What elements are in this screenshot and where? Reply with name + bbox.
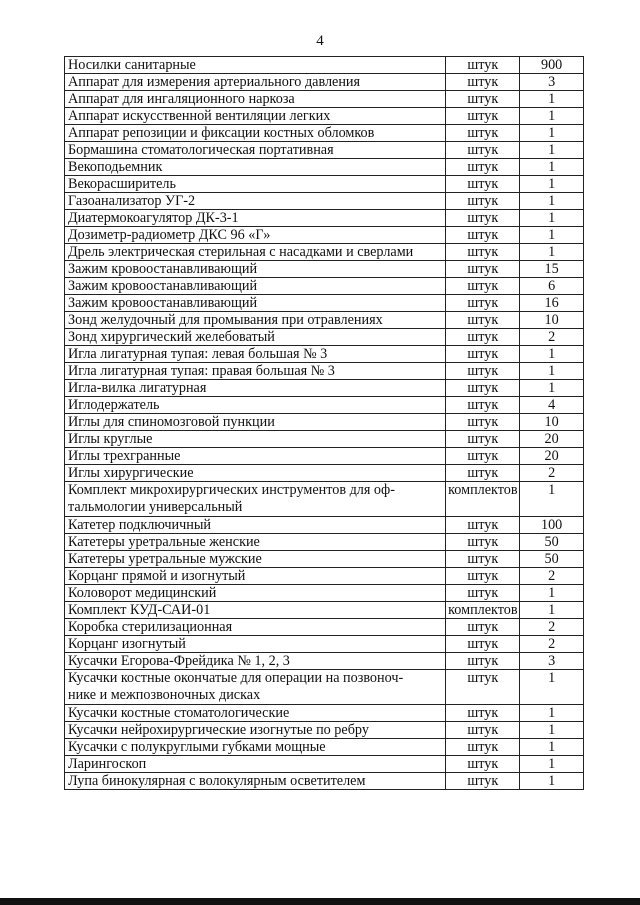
- item-unit-cell: штук: [446, 74, 520, 91]
- table-row: [65, 551, 584, 568]
- item-unit-cell: штук: [446, 551, 520, 568]
- item-unit-cell: штук: [446, 773, 520, 790]
- item-quantity-cell: 1: [520, 108, 584, 125]
- item-name-cell: Кусачки Егорова-Фрейдика № 1, 2, 3: [65, 653, 446, 670]
- table-row: [65, 653, 584, 670]
- table-row: [65, 159, 584, 176]
- item-name-cell: Лупа бинокулярная с волокулярным осветителем: [65, 773, 446, 790]
- table-row: [65, 176, 584, 193]
- item-name-cell: Ларингоскоп: [65, 756, 446, 773]
- item-unit-cell: штук: [446, 739, 520, 756]
- equipment-table-body: [65, 57, 584, 790]
- item-quantity-cell: 16: [520, 295, 584, 312]
- item-quantity-cell: 2: [520, 465, 584, 482]
- item-name-cell: Векорасширитель: [65, 176, 446, 193]
- item-unit-cell: штук: [446, 227, 520, 244]
- item-quantity-cell: 2: [520, 568, 584, 585]
- item-name-cell: Зажим кровоостанавливающий: [65, 261, 446, 278]
- item-unit-cell: комплектов: [446, 602, 520, 619]
- item-name-cell: Иглы для спиномозговой пункции: [65, 414, 446, 431]
- item-unit-cell: штук: [446, 108, 520, 125]
- item-quantity-cell: 1: [520, 227, 584, 244]
- item-name-cell: Корцанг изогнутый: [65, 636, 446, 653]
- item-unit-cell: штук: [446, 210, 520, 227]
- table-row: [65, 295, 584, 312]
- item-unit-cell: штук: [446, 636, 520, 653]
- item-unit-cell: штук: [446, 534, 520, 551]
- item-unit-cell: штук: [446, 176, 520, 193]
- item-name-cell: Корцанг прямой и изогнутый: [65, 568, 446, 585]
- table-row: [65, 465, 584, 482]
- item-name-cell: Кусачки нейрохирургические изогнутые по ребру: [65, 722, 446, 739]
- item-name-cell: Катетеры уретральные женские: [65, 534, 446, 551]
- item-quantity-cell: 1: [520, 346, 584, 363]
- item-quantity-cell: 1: [520, 482, 584, 517]
- item-unit-cell: штук: [446, 414, 520, 431]
- table-row: [65, 636, 584, 653]
- item-quantity-cell: 20: [520, 431, 584, 448]
- item-quantity-cell: 1: [520, 91, 584, 108]
- item-quantity-cell: 1: [520, 585, 584, 602]
- item-name-cell: Комплект КУД-САИ-01: [65, 602, 446, 619]
- item-name-cell: Катетер подключичный: [65, 517, 446, 534]
- item-name-cell: Кусачки костные стоматологические: [65, 705, 446, 722]
- item-name-line: Комплект микрохирургических инструментов для оф-: [68, 482, 395, 498]
- item-quantity-cell: 50: [520, 534, 584, 551]
- table-row: [65, 739, 584, 756]
- table-row: [65, 482, 584, 517]
- item-quantity-cell: 1: [520, 176, 584, 193]
- table-row: [65, 705, 584, 722]
- item-unit-cell: штук: [446, 431, 520, 448]
- item-unit-cell: штук: [446, 244, 520, 261]
- item-quantity-cell: 1: [520, 380, 584, 397]
- item-name-cell: Носилки санитарные: [65, 57, 446, 74]
- item-name-cell: Иглы круглые: [65, 431, 446, 448]
- table-row: [65, 142, 584, 159]
- item-unit-cell: штук: [446, 465, 520, 482]
- item-quantity-cell: 1: [520, 363, 584, 380]
- item-quantity-cell: 20: [520, 448, 584, 465]
- item-unit-cell: комплектов: [446, 482, 520, 517]
- table-row: [65, 108, 584, 125]
- item-quantity-cell: 1: [520, 244, 584, 261]
- table-row: [65, 125, 584, 142]
- item-unit-cell: штук: [446, 312, 520, 329]
- page-number: 4: [316, 33, 324, 49]
- table-row: [65, 210, 584, 227]
- item-unit-cell: штук: [446, 585, 520, 602]
- item-name-cell: Зажим кровоостанавливающий: [65, 295, 446, 312]
- table-row: [65, 517, 584, 534]
- item-name-cell: [65, 482, 446, 517]
- item-quantity-cell: 2: [520, 329, 584, 346]
- item-name-cell: Аппарат для ингаляционного наркоза: [65, 91, 446, 108]
- table-row: [65, 534, 584, 551]
- item-unit-cell: штук: [446, 295, 520, 312]
- item-name-cell: Газоанализатор УГ-2: [65, 193, 446, 210]
- table-row: [65, 74, 584, 91]
- table-row: [65, 193, 584, 210]
- item-unit-cell: штук: [446, 619, 520, 636]
- item-quantity-cell: 3: [520, 74, 584, 91]
- item-unit-cell: штук: [446, 756, 520, 773]
- item-quantity-cell: 100: [520, 517, 584, 534]
- item-name-cell: Диатермокоагулятор ДК-3-1: [65, 210, 446, 227]
- item-name-cell: Аппарат для измерения артериального давления: [65, 74, 446, 91]
- item-quantity-cell: 1: [520, 193, 584, 210]
- table-row: [65, 312, 584, 329]
- item-name-line: Кусачки костные окончатые для операции на позвоноч-: [68, 670, 404, 686]
- item-unit-cell: штук: [446, 448, 520, 465]
- table-row: [65, 261, 584, 278]
- item-name-cell: [65, 670, 446, 705]
- item-quantity-cell: 10: [520, 414, 584, 431]
- item-quantity-cell: 6: [520, 278, 584, 295]
- item-quantity-cell: 15: [520, 261, 584, 278]
- item-name-line: тальмологии универсальный: [68, 499, 243, 515]
- item-unit-cell: штук: [446, 705, 520, 722]
- item-unit-cell: штук: [446, 125, 520, 142]
- item-name-cell: Зажим кровоостанавливающий: [65, 278, 446, 295]
- item-unit-cell: штук: [446, 568, 520, 585]
- table-row: [65, 602, 584, 619]
- item-quantity-cell: 1: [520, 142, 584, 159]
- scan-bottom-edge: [0, 898, 640, 905]
- item-unit-cell: штук: [446, 346, 520, 363]
- table-row: [65, 670, 584, 705]
- item-unit-cell: штук: [446, 142, 520, 159]
- table-row: [65, 448, 584, 465]
- table-row: [65, 380, 584, 397]
- item-quantity-cell: 1: [520, 602, 584, 619]
- item-unit-cell: штук: [446, 653, 520, 670]
- item-name-cell: Зонд хирургический желебоватый: [65, 329, 446, 346]
- item-unit-cell: штук: [446, 193, 520, 210]
- table-row: [65, 756, 584, 773]
- table-row: [65, 227, 584, 244]
- item-name-cell: Игла лигатурная тупая: левая большая № 3: [65, 346, 446, 363]
- table-row: [65, 397, 584, 414]
- item-name-cell: Коловорот медицинский: [65, 585, 446, 602]
- table-row: [65, 773, 584, 790]
- item-name-cell: Катетеры уретральные мужские: [65, 551, 446, 568]
- table-row: [65, 278, 584, 295]
- item-name-cell: Дозиметр-радиометр ДКС 96 «Г»: [65, 227, 446, 244]
- item-unit-cell: штук: [446, 517, 520, 534]
- item-name-cell: Кусачки с полукруглыми губками мощные: [65, 739, 446, 756]
- item-quantity-cell: 1: [520, 210, 584, 227]
- item-unit-cell: штук: [446, 363, 520, 380]
- item-unit-cell: штук: [446, 329, 520, 346]
- item-quantity-cell: 1: [520, 722, 584, 739]
- item-name-line: нике и межпозвоночных дисках: [68, 687, 261, 703]
- item-name-cell: Иглы трехгранные: [65, 448, 446, 465]
- item-name-cell: Аппарат искусственной вентиляции легких: [65, 108, 446, 125]
- item-name-cell: Иглодержатель: [65, 397, 446, 414]
- table-row: [65, 414, 584, 431]
- item-name-cell: Аппарат репозиции и фиксации костных обломков: [65, 125, 446, 142]
- item-name-cell: Дрель электрическая стерильная с насадками и сверлами: [65, 244, 446, 261]
- item-quantity-cell: 2: [520, 619, 584, 636]
- equipment-table: [64, 56, 584, 790]
- item-name-cell: Иглы хирургические: [65, 465, 446, 482]
- item-quantity-cell: 50: [520, 551, 584, 568]
- item-quantity-cell: 1: [520, 756, 584, 773]
- item-unit-cell: штук: [446, 261, 520, 278]
- item-quantity-cell: 4: [520, 397, 584, 414]
- item-name-cell: Зонд желудочный для промывания при отравлениях: [65, 312, 446, 329]
- table-row: [65, 329, 584, 346]
- item-unit-cell: штук: [446, 397, 520, 414]
- table-row: [65, 568, 584, 585]
- table-row: [65, 619, 584, 636]
- item-quantity-cell: 1: [520, 705, 584, 722]
- table-row: [65, 363, 584, 380]
- item-name-cell: Коробка стерилизационная: [65, 619, 446, 636]
- item-quantity-cell: 2: [520, 636, 584, 653]
- table-row: [65, 346, 584, 363]
- item-unit-cell: штук: [446, 380, 520, 397]
- item-quantity-cell: 1: [520, 739, 584, 756]
- item-name-cell: Векоподьемник: [65, 159, 446, 176]
- table-row: [65, 91, 584, 108]
- item-unit-cell: штук: [446, 91, 520, 108]
- table-row: [65, 431, 584, 448]
- item-unit-cell: штук: [446, 57, 520, 74]
- item-name-cell: Игла-вилка лигатурная: [65, 380, 446, 397]
- item-quantity-cell: 1: [520, 125, 584, 142]
- table-row: [65, 585, 584, 602]
- item-quantity-cell: 1: [520, 670, 584, 705]
- item-quantity-cell: 3: [520, 653, 584, 670]
- item-quantity-cell: 1: [520, 159, 584, 176]
- item-unit-cell: штук: [446, 670, 520, 705]
- table-row: [65, 57, 584, 74]
- table-row: [65, 244, 584, 261]
- table-row: [65, 722, 584, 739]
- item-unit-cell: штук: [446, 278, 520, 295]
- item-quantity-cell: 1: [520, 773, 584, 790]
- item-name-cell: Игла лигатурная тупая: правая большая № 3: [65, 363, 446, 380]
- item-quantity-cell: 10: [520, 312, 584, 329]
- item-name-cell: Бормашина стоматологическая портативная: [65, 142, 446, 159]
- item-quantity-cell: 900: [520, 57, 584, 74]
- item-unit-cell: штук: [446, 159, 520, 176]
- item-unit-cell: штук: [446, 722, 520, 739]
